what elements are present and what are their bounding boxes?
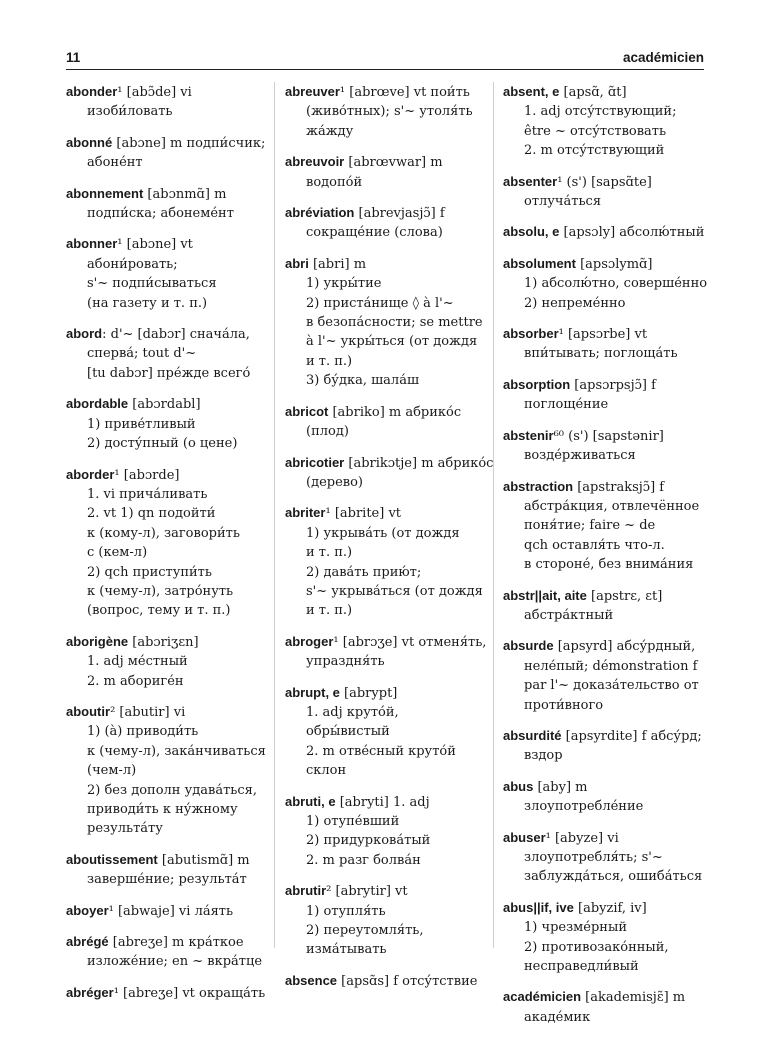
headword: absorber (503, 326, 559, 342)
entry-headword-line (66, 234, 264, 254)
headword: abstr||ait, aite (503, 587, 587, 603)
entry-line: 1. adj круто́й, (306, 704, 399, 720)
dictionary-entry (66, 465, 264, 621)
entry-line: отлуча́ться (524, 194, 602, 210)
dictionary-entry (503, 82, 706, 161)
entry-headword-line (503, 586, 706, 606)
dictionary-column-3 (503, 82, 706, 1038)
headword-definition: [abɔriʒɛn] (128, 634, 199, 650)
dictionary-entry (66, 983, 264, 1003)
entry-headword-line (503, 987, 706, 1007)
headword: abréger (66, 984, 114, 1000)
entry-line: 2) противозако́нный, (524, 939, 669, 955)
entry-line: 1. vi прича́ливать (87, 486, 208, 502)
dictionary-entry (285, 881, 484, 960)
dictionary-entry (66, 932, 264, 972)
headword: abonder (66, 84, 118, 99)
entry-line: 1) отупе́вший (306, 814, 400, 829)
headword-definition: ⁶⁰ (s') [sapstənir] (553, 428, 664, 444)
entry-line: 2. m отве́сный круто́й (306, 743, 456, 759)
headword: abri (285, 255, 309, 271)
dictionary-entry (503, 828, 706, 887)
entry-line: к (кому-л), заговори́ть (87, 525, 240, 541)
headword-definition: [abyzif, iv] (573, 900, 647, 916)
headword-definition: : d'~ [dabɔr] снача́ла, (102, 327, 250, 343)
entry-headword-line (503, 726, 706, 746)
entry-line: 3) бу́дка, шала́ш (306, 373, 420, 389)
dictionary-entry (66, 82, 264, 122)
headword-definition: ¹ [abɔrde] (114, 467, 180, 483)
entry-line: изоби́ловать (87, 104, 173, 120)
entry-line: несправедли́вый (524, 959, 639, 975)
entry-line: être ~ отсу́тствовать (524, 123, 667, 139)
headword-definition: [abrevjasjɔ̃] f (354, 206, 445, 222)
entry-line: 2. vt 1) qn подойти́ (87, 506, 216, 522)
entry-line: 1) абсолю́тно, соверше́нно (524, 276, 708, 292)
entry-line: 1. adj ме́стный (87, 654, 188, 670)
dictionary-entry (285, 152, 484, 192)
entry-line: (на газету и т. п.) (87, 295, 208, 311)
entry-headword-line (66, 465, 264, 485)
entry-line: 2) переутомля́ть, (306, 923, 424, 939)
entry-headword-line (66, 394, 264, 414)
entry-headword-line (503, 254, 706, 274)
entry-line: s'~ укрыва́ться (от дождя (306, 583, 483, 599)
dictionary-entry (503, 375, 706, 415)
entry-line: 2) досту́пный (о цене) (87, 436, 238, 452)
headword: abrutir (285, 883, 327, 899)
entry-headword-line (66, 932, 264, 952)
entry-line: заблужда́ться, ошиба́ться (524, 869, 703, 885)
entry-headword-line (503, 898, 706, 918)
dictionary-entry (285, 683, 484, 781)
dictionary-entry (503, 987, 706, 1027)
headword: abonnement (66, 185, 144, 201)
column-divider (274, 82, 275, 948)
headword: abreuver (285, 84, 340, 99)
headword-definition: ¹ [abwaje] vi ла́ять (108, 903, 234, 919)
entry-line: 1. adj отсу́тствующий; (524, 104, 677, 120)
entry-line: неле́пый; démonstration f (524, 658, 698, 674)
headword: abriter (285, 505, 326, 521)
dictionary-entry (285, 82, 484, 141)
headword: aboyer (66, 902, 109, 918)
entry-line: к (чему-л), зака́нчиваться (87, 743, 266, 759)
headword: aboutissement (66, 851, 158, 867)
entry-line: обры́вистый (306, 724, 390, 740)
headword: aboutir (66, 703, 111, 719)
headword: abstraction (503, 478, 574, 494)
headword-definition: [abreʒe] m кра́ткое (108, 935, 244, 951)
entry-line: в безопа́сности; se mettre (306, 315, 483, 331)
headword: abricot (285, 403, 329, 419)
entry-headword-line (285, 792, 484, 812)
dictionary-entry (66, 234, 264, 313)
entry-line: и т. п.) (306, 353, 353, 369)
entry-line: 1) укры́тие (306, 276, 382, 292)
dictionary-entry (66, 850, 264, 890)
entry-headword-line (503, 636, 706, 656)
entry-line: приводи́ть к ну́жному (87, 802, 238, 817)
entry-headword-line (285, 203, 484, 223)
entry-headword-line (503, 375, 706, 395)
entry-line: возде́рживаться (524, 448, 636, 464)
headword-definition: [abri] m (308, 256, 367, 272)
headword-definition: [abrœvwar] m (344, 155, 443, 171)
entry-line: 2) без дополн удава́ться, (87, 782, 257, 798)
dictionary-entry (503, 222, 706, 242)
headword: absenter (503, 173, 558, 189)
entry-line: впи́тывать; поглоща́ть (524, 346, 678, 362)
dictionary-entry (285, 503, 484, 620)
headword-definition: [apsɔlymɑ̃] (575, 256, 653, 272)
headword-definition: [apsɔrpsjɔ̃] f (570, 377, 656, 393)
dictionary-entry (66, 324, 264, 383)
dictionary-entry (503, 898, 706, 977)
entry-headword-line (503, 324, 706, 344)
entry-line: поня́тие; faire ~ de (524, 518, 656, 534)
dictionary-entry (503, 426, 706, 466)
entry-line: проти́вного (524, 697, 604, 713)
headword: absurdité (503, 727, 562, 743)
headword: abuser (503, 829, 546, 845)
headword: abreuvoir (285, 154, 345, 170)
entry-line: 2) непреме́нно (524, 295, 626, 311)
headword: abréviation (285, 205, 355, 221)
entry-line: 1) отупля́ть (306, 903, 386, 919)
headword-definition: [abrikɔtje] m абрико́с (344, 455, 494, 471)
entry-line: акаде́мик (524, 1009, 591, 1025)
entry-line: к (чему-л), затро́нуть (87, 583, 234, 599)
entry-line: абстра́кция, отвлечённое (524, 498, 700, 514)
dictionary-entry (66, 394, 264, 453)
headword-definition: [abrypt] (339, 685, 398, 701)
headword: absence (285, 972, 338, 988)
page-number: 11 (66, 50, 81, 65)
entry-headword-line (66, 983, 264, 1003)
headword: abus||if, ive (503, 899, 574, 915)
dictionary-entry (503, 777, 706, 817)
dictionary-column-1 (66, 82, 264, 1014)
headword: aborder (66, 466, 115, 482)
entry-headword-line (503, 426, 706, 446)
entry-headword-line (66, 901, 264, 921)
entry-line: в стороне́, без внима́ния (524, 557, 694, 573)
entry-line: (вопрос, тему и т. п.) (87, 603, 231, 619)
entry-line: 2) приста́нище ◊ à l'~ (306, 295, 454, 311)
dictionary-entry (503, 636, 706, 715)
dictionary-entry (503, 324, 706, 364)
dictionary-entry (66, 702, 264, 839)
headword-definition: [apsyrdite] f абсу́рд; (561, 728, 702, 744)
headword: absolu, e (503, 224, 560, 240)
entry-line: (дерево) (306, 474, 364, 490)
headword-definition: ¹ [abreʒe] vt окраща́ть (113, 985, 266, 1001)
headword: abrégé (66, 934, 109, 950)
page-header (66, 50, 704, 65)
entry-line: (чем-л) (87, 763, 137, 779)
entry-line: 1) чрезме́рный (524, 920, 627, 936)
headword: abruti, e (285, 793, 336, 809)
headword-definition: [apstrɛ, ɛt] (586, 588, 663, 604)
headword-definition: [akademisjɛ̃] m (581, 990, 686, 1006)
entry-line: 1) (à) приводи́ть (87, 724, 199, 740)
entry-line: 2. m разг болва́н (306, 852, 421, 868)
dictionary-entry (285, 254, 484, 391)
entry-headword-line (66, 324, 264, 344)
headword: absent, e (503, 84, 560, 99)
header-rule (66, 69, 704, 70)
headword: abonner (66, 236, 118, 252)
running-head: académicien (622, 50, 704, 65)
headword-definition: [abutismɑ̃] m (157, 852, 250, 868)
headword-definition: ¹ [abɔ̃de] vi (117, 85, 192, 100)
headword-definition: ¹ [abrɔʒe] vt отменя́ть, (333, 634, 487, 650)
entry-line: злоупотребле́ние (524, 799, 644, 815)
entry-line: подпи́ска; абонеме́нт (87, 206, 234, 222)
headword-definition: ¹ [abyze] vi (545, 830, 619, 846)
dictionary-entry (503, 254, 706, 313)
dictionary-entry (285, 792, 484, 871)
entry-headword-line (66, 632, 264, 652)
headword-definition: [abriko] m абрико́с (328, 404, 462, 420)
headword-definition: [apsɔly] абсолю́тный (559, 225, 705, 241)
entry-line: водопо́й (306, 174, 363, 190)
entry-headword-line (285, 453, 494, 473)
headword: absolument (503, 255, 576, 271)
entry-line: par l'~ доказа́тельство от (524, 678, 699, 694)
headword-definition: ² [abrytir] vt (326, 884, 408, 900)
entry-headword-line (66, 850, 264, 870)
entry-line: s'~ подпи́сываться (87, 276, 217, 292)
headword-definition: [abryti] 1. adj (335, 794, 430, 810)
headword-definition: [apsɑ̃, ɑ̃t] (559, 85, 627, 100)
entry-line: абстра́ктный (524, 607, 614, 623)
headword: abus (503, 778, 534, 794)
headword-definition: ¹ [abrite] vt (325, 506, 402, 522)
headword-definition: ¹ [abrœve] vt пои́ть (339, 85, 470, 100)
entry-line: 2. m абориге́н (87, 673, 184, 689)
entry-line: с (кем-л) (87, 545, 148, 561)
entry-line: абоне́нт (87, 155, 143, 171)
entry-line: результа́ту (87, 821, 163, 837)
dictionary-entry (285, 203, 484, 243)
entry-headword-line (285, 881, 484, 901)
dictionary-entry (285, 453, 494, 493)
dictionary-entry (285, 971, 484, 991)
dictionary-entry (66, 901, 264, 921)
entry-headword-line (503, 777, 706, 797)
entry-headword-line (66, 702, 264, 722)
entry-headword-line (285, 402, 484, 422)
dictionary-entry (66, 632, 264, 691)
entry-headword-line (66, 133, 264, 153)
headword-definition: [apsyrd] абсу́рдный, (553, 639, 696, 655)
entry-headword-line (285, 683, 484, 703)
entry-line: 1) укрыва́ть (от дождя (306, 525, 460, 541)
entry-line: [tu dabɔr] пре́жде всего́ (87, 365, 251, 381)
dictionary-entry (66, 133, 264, 173)
entry-line: жа́жду (306, 123, 354, 139)
headword: abroger (285, 633, 334, 649)
entry-line: и т. п.) (306, 545, 353, 561)
entry-line: и т. п.) (306, 603, 353, 619)
headword: abricotier (285, 454, 345, 470)
headword-definition: [abɔrdabl] (128, 397, 201, 413)
entry-line: (живо́тных); s'~ утоля́ть (306, 104, 473, 120)
dictionary-entry (285, 402, 484, 442)
entry-headword-line (503, 828, 706, 848)
headword: aborigène (66, 633, 129, 649)
entry-headword-line (285, 152, 484, 172)
entry-headword-line (285, 82, 484, 102)
column-divider (493, 82, 494, 948)
entry-line: упраздня́ть (306, 654, 385, 670)
entry-headword-line (66, 184, 264, 204)
entry-line: 2. m отсу́тствующий (524, 143, 665, 159)
entry-headword-line (503, 172, 706, 192)
headword: abord (66, 326, 103, 342)
dictionary-entry (503, 172, 706, 212)
entry-line: 2) дава́ть прию́т; (306, 564, 422, 580)
dictionary-entry (503, 586, 706, 626)
entry-line: изма́тывать (306, 942, 387, 958)
headword: absorption (503, 376, 571, 392)
dictionary-entry (66, 184, 264, 224)
dictionary-entry (503, 477, 706, 575)
entry-line: 2) qch приступи́ть (87, 564, 212, 580)
entry-line: qch оставля́ть что-л. (524, 537, 665, 553)
entry-line: изложе́ние; en ~ вкра́тце (87, 954, 263, 970)
headword-definition: ² [abutir] vi (110, 704, 186, 720)
headword: abrupt, e (285, 684, 340, 700)
entry-line: абони́ровать; (87, 256, 178, 272)
entry-headword-line (503, 82, 706, 102)
headword-definition: ¹ [abɔne] vt (117, 237, 193, 253)
entry-line: сперва́; tout d'~ (87, 346, 197, 362)
entry-headword-line (285, 254, 484, 274)
entry-line: сокраще́ние (слова) (306, 225, 443, 241)
dictionary-entry (285, 632, 487, 672)
entry-line: злоупотребля́ть; s'~ (524, 850, 663, 865)
dictionary-column-2 (285, 82, 494, 1002)
entry-headword-line (285, 971, 484, 991)
headword: absurde (503, 638, 554, 654)
entry-headword-line (285, 632, 487, 652)
headword: abordable (66, 396, 129, 412)
headword-definition: [apsɑ̃s] f отсу́тствие (337, 973, 478, 989)
entry-headword-line (66, 82, 264, 102)
dictionary-entry (503, 726, 706, 766)
entry-headword-line (503, 222, 706, 242)
entry-line: вздор (524, 748, 563, 764)
entry-headword-line (285, 503, 484, 523)
headword-definition: [abɔne] m подпи́счик; (112, 135, 266, 151)
headword-definition: [aby] m (533, 779, 588, 795)
headword: académicien (503, 989, 582, 1005)
entry-line: склон (306, 763, 347, 779)
entry-line: (плод) (306, 424, 349, 440)
headword: abstenir (503, 427, 554, 443)
entry-line: поглоще́ние (524, 397, 609, 413)
headword-definition: ¹ (s') [sapsɑ̃te] (557, 174, 652, 190)
entry-line: à l'~ укры́ться (от дождя (306, 334, 478, 350)
headword-definition: [abɔnmɑ̃] m (143, 186, 227, 202)
headword: abonné (66, 134, 113, 150)
entry-line: заверше́ние; результа́т (87, 872, 247, 888)
headword-definition: [apstraksjɔ̃] f (573, 479, 665, 495)
headword-definition: ¹ [apsɔrbe] vt (558, 327, 648, 343)
entry-line: 1) приве́тливый (87, 416, 196, 432)
entry-headword-line (503, 477, 706, 497)
entry-line: 2) придуркова́тый (306, 833, 431, 849)
